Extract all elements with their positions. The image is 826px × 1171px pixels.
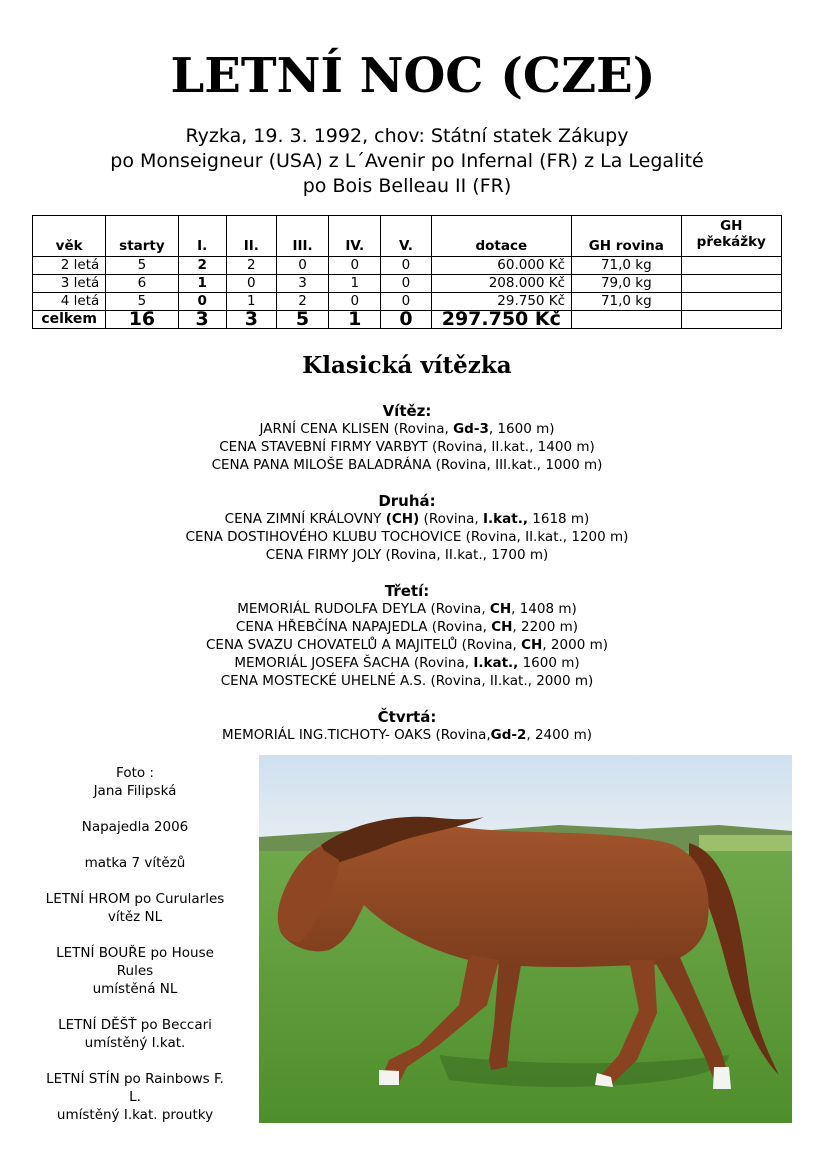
cell-fifth: 0	[381, 275, 431, 293]
total-fourth: 1	[329, 311, 381, 329]
cell-second: 1	[226, 293, 276, 311]
cell-first: 0	[178, 293, 226, 311]
cell-third: 2	[276, 293, 328, 311]
cell-fifth: 0	[381, 293, 431, 311]
header-fourth: IV.	[329, 216, 381, 257]
race-line: CENA FIRMY JOLY (Rovina, II.kat., 1700 m)	[265, 547, 549, 563]
race-line: CENA DOSTIHOVÉHO KLUBU TOCHOVICE (Rovina, II.kat., 1200 m)	[185, 529, 629, 545]
cell-gh-jump	[681, 257, 781, 275]
note-paragraph: matka 7 vítězů	[84, 855, 186, 871]
placing-heading: Druhá:	[378, 492, 436, 510]
cell-fifth: 0	[381, 257, 431, 275]
race-line: CENA MOSTECKÉ UHELNÉ A.S. (Rovina, II.kat., 2000 m)	[220, 673, 594, 689]
cell-first: 1	[178, 275, 226, 293]
race-line: CENA PANA MILOŠE BALADRÁNA (Rovina, III.kat., 1000 m)	[211, 457, 603, 473]
race-line: MEMORIÁL ING.TICHOTY- OAKS (Rovina,Gd-2, 2400 m)	[221, 727, 593, 743]
horse-name-title: LETNÍ NOC (CZE)	[170, 48, 656, 104]
photo-notes	[40, 764, 230, 1142]
race-category: (CH)	[385, 511, 420, 527]
table-row	[33, 275, 782, 293]
header-second: II.	[226, 216, 276, 257]
cell-fourth: 1	[329, 275, 381, 293]
placing-heading: Třetí:	[384, 582, 430, 600]
note-paragraph: LETNÍ DĚŠŤ po Beccari umístěný I.kat.	[58, 1017, 212, 1051]
cell-second: 2	[226, 257, 276, 275]
total-third: 5	[276, 311, 328, 329]
subtitle-line: po Monseigneur (USA) z L´Avenir po Infernal (FR) z La Legalité	[110, 150, 704, 172]
total-gh-jump	[681, 311, 781, 329]
total-second: 3	[226, 311, 276, 329]
race-line: CENA SVAZU CHOVATELŮ A MAJITELŮ (Rovina, CH, 2000 m)	[206, 637, 608, 653]
note-paragraph: Foto : Jana Filipská	[93, 765, 177, 799]
race-line: CENA STAVEBNÍ FIRMY VARBYT (Rovina, II.kat., 1400 m)	[219, 439, 595, 455]
cell-fourth: 0	[329, 293, 381, 311]
total-first: 3	[178, 311, 226, 329]
cell-prize: 60.000 Kč	[431, 257, 572, 275]
cell-starts: 6	[106, 275, 178, 293]
total-label: celkem	[33, 311, 106, 329]
cell-prize: 208.000 Kč	[431, 275, 572, 293]
race-category: I.kat.,	[473, 655, 519, 671]
pedigree-subtitle	[0, 124, 814, 199]
note-paragraph: LETNÍ BOUŘE po House Rules umístěná NL	[56, 945, 214, 997]
header-fifth: V.	[381, 216, 431, 257]
table-total-row	[33, 311, 782, 329]
table-row	[33, 257, 782, 275]
cell-gh-flat: 71,0 kg	[572, 257, 681, 275]
cell-first: 2	[178, 257, 226, 275]
race-line: CENA HŘEBČÍNA NAPAJEDLA (Rovina, CH, 2200 m)	[235, 619, 579, 635]
header-age: věk	[33, 216, 106, 257]
subtitle-line: Ryzka, 19. 3. 1992, chov: Státní statek Zákupy	[185, 125, 629, 147]
race-category: CH	[489, 601, 512, 617]
race-category: I.kat.,	[483, 511, 528, 527]
cell-third: 3	[276, 275, 328, 293]
cell-second: 0	[226, 275, 276, 293]
header-third: III.	[276, 216, 328, 257]
table-header-row	[33, 216, 782, 257]
race-stats-table	[32, 215, 782, 329]
total-fifth: 0	[381, 311, 431, 329]
header-gh-jump: GH překážky	[681, 216, 781, 257]
cell-age: 4 letá	[33, 293, 106, 311]
total-prize: 297.750 Kč	[431, 311, 572, 329]
horse-photo	[259, 755, 792, 1123]
placing-heading: Vítěz:	[382, 402, 432, 420]
total-gh-flat	[572, 311, 681, 329]
race-category: CH	[491, 619, 513, 635]
header-starts: starty	[106, 216, 178, 257]
total-starts: 16	[106, 311, 178, 329]
race-line: CENA ZIMNÍ KRÁLOVNY (CH) (Rovina, I.kat., 1618 m)	[224, 511, 590, 527]
race-category: Gd-3	[453, 421, 489, 437]
placing-heading: Čtvrtá:	[377, 708, 437, 726]
note-paragraph: Napajedla 2006	[81, 819, 189, 835]
cell-starts: 5	[106, 293, 178, 311]
cell-age: 3 letá	[33, 275, 106, 293]
note-paragraph: LETNÍ HROM po Curularles vítěz NL	[45, 891, 225, 925]
cell-fourth: 0	[329, 257, 381, 275]
cell-gh-jump	[681, 293, 781, 311]
race-line: JARNÍ CENA KLISEN (Rovina, Gd-3, 1600 m)	[259, 421, 555, 437]
cell-prize: 29.750 Kč	[431, 293, 572, 311]
cell-gh-flat: 71,0 kg	[572, 293, 681, 311]
header-first: I.	[178, 216, 226, 257]
note-paragraph: LETNÍ STÍN po Rainbows F. L. umístěný I.kat. proutky	[46, 1071, 224, 1123]
race-line: MEMORIÁL JOSEFA ŠACHA (Rovina, I.kat., 1600 m)	[234, 655, 580, 671]
section-title: Klasická vítězka	[302, 352, 512, 379]
subtitle-line: po Bois Belleau II (FR)	[302, 175, 512, 197]
race-category: Gd-2	[490, 727, 527, 743]
header-prize: dotace	[431, 216, 572, 257]
cell-gh-flat: 79,0 kg	[572, 275, 681, 293]
header-gh-flat: GH rovina	[572, 216, 681, 257]
cell-starts: 5	[106, 257, 178, 275]
cell-third: 0	[276, 257, 328, 275]
race-category: CH	[521, 637, 543, 653]
race-line: MEMORIÁL RUDOLFA DEYLA (Rovina, CH, 1408 m)	[237, 601, 577, 617]
placings-list	[0, 402, 814, 744]
cell-gh-jump	[681, 275, 781, 293]
cell-age: 2 letá	[33, 257, 106, 275]
